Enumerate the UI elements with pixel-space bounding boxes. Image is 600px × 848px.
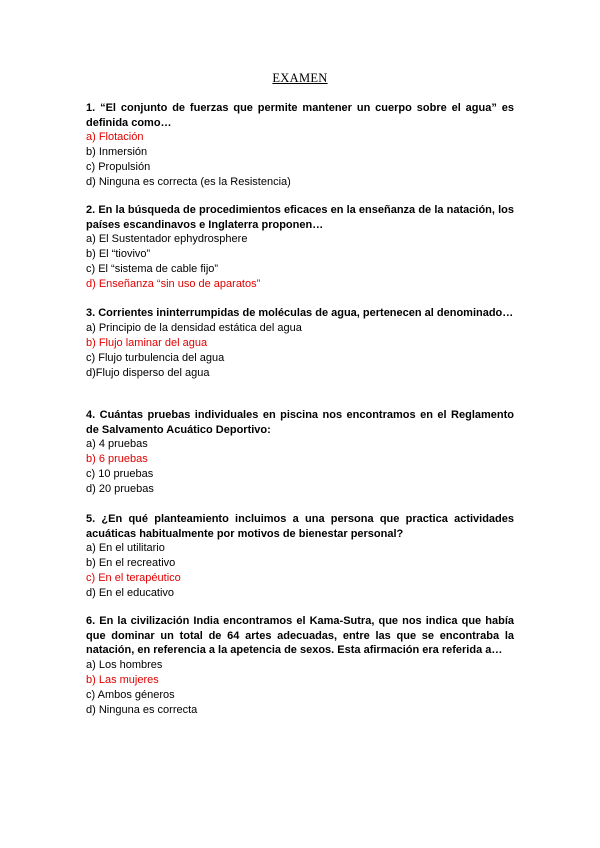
option-c: c) Propulsión: [86, 161, 151, 173]
option-d: d) En el educativo: [86, 587, 175, 599]
option-a: a) En el utilitario: [86, 542, 165, 554]
option-d: d) 20 pruebas: [86, 483, 154, 495]
option-list: [86, 658, 514, 718]
option-b: b) Las mujeres: [86, 673, 159, 686]
question-4: [86, 408, 514, 497]
option-list: [86, 437, 514, 497]
option-a: a) Flotación: [86, 131, 144, 143]
option-b: b) Inmersión: [86, 146, 148, 158]
option-b: b) El “tiovivo”: [86, 248, 151, 260]
question-2: [86, 203, 514, 292]
question-text: 1. “El conjunto de fuerzas que permite mantener un cuerpo sobre el agua” es definida como…: [86, 102, 514, 129]
option-a: a) El Sustentador ephydrosphere: [86, 233, 248, 245]
option-c: c) Flujo turbulencia del agua: [86, 351, 225, 364]
option-b: b) En el recreativo: [86, 557, 176, 569]
question-text: 6. En la civilización India encontramos el Kama-Sutra, que nos indica que había que dominar un total de 64 artes adecuadas, entre las que se encontraba la natación, en referencia a la apetencia de sexos. Esta afirmación era referida a…: [86, 615, 514, 656]
option-b: b) Flujo laminar del agua: [86, 336, 208, 349]
option-list: [86, 232, 514, 292]
question-text: 4. Cuántas pruebas individuales en piscina nos encontramos en el Reglamento de Salvamento Acuático Deportivo:: [86, 409, 514, 436]
option-list: [86, 130, 514, 190]
option-a: a) 4 pruebas: [86, 438, 148, 450]
option-c: c) 10 pruebas: [86, 468, 154, 480]
option-c: c) El “sistema de cable fijo”: [86, 263, 219, 275]
option-a: a) Principio de la densidad estática del agua: [86, 321, 302, 334]
option-list: [86, 541, 514, 601]
question-text: 5. ¿En qué planteamiento incluimos a una persona que practica actividades acuáticas habitualmente por motivos de bienestar personal?: [86, 513, 514, 540]
page-title: EXAMEN: [272, 71, 328, 85]
option-d: d) Ninguna es correcta (es la Resistencia): [86, 176, 291, 188]
option-a: a) Los hombres: [86, 658, 163, 671]
question-6: [86, 614, 514, 718]
option-d: d) Ninguna es correcta: [86, 703, 198, 716]
question-3: [86, 306, 514, 381]
option-d: d) Enseñanza “sin uso de aparatos”: [86, 278, 261, 290]
option-list: [86, 321, 514, 381]
option-c: c) En el terapéutico: [86, 572, 181, 584]
option-b: b) 6 pruebas: [86, 453, 148, 465]
question-5: [86, 512, 514, 601]
option-d: d)Flujo disperso del agua: [86, 366, 210, 379]
question-text: 2. En la búsqueda de procedimientos eficaces en la enseñanza de la natación, los países escandinavos e Inglaterra proponen…: [86, 204, 514, 231]
question-text: 3. Corrientes ininterrumpidas de moléculas de agua, pertenecen al denominado…: [86, 307, 514, 319]
question-1: [86, 101, 514, 190]
option-c: c) Ambos géneros: [86, 688, 175, 701]
